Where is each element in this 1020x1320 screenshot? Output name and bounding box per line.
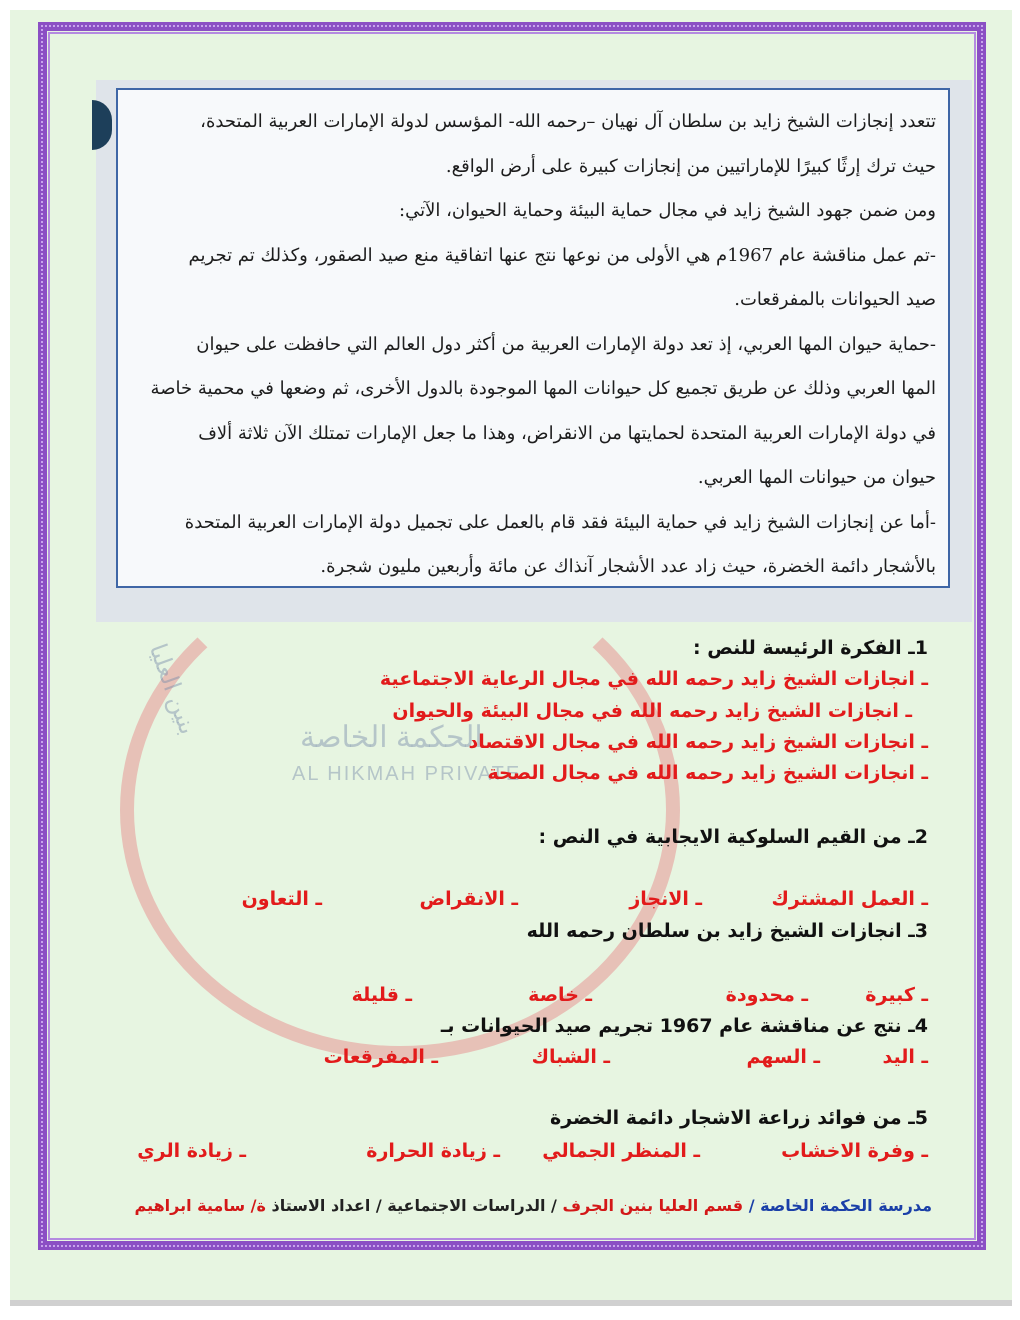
passage-line: حيث ترك إرثًا كبيرًا للإماراتيين من إنجازات كبيرة على أرض الواقع. — [445, 155, 936, 177]
question-2-title: 2ـ من القيم السلوكية الايجابية في النص : — [538, 826, 928, 848]
q3-option-3[interactable]: ـ خاصة — [528, 984, 592, 1006]
footer-author: ة/ سامية ابراهيم — [134, 1196, 266, 1215]
passage-line: ومن ضمن جهود الشيخ زايد في مجال حماية البيئة وحماية الحيوان، الآتي: — [399, 200, 936, 221]
q2-option-2[interactable]: ـ الانجاز — [629, 888, 702, 910]
footer-section: قسم العليا بنين الجرف — [562, 1196, 744, 1215]
q2-option-1[interactable]: ـ العمل المشترك — [771, 888, 928, 910]
q5-option-2[interactable]: ـ المنظر الجمالي — [542, 1140, 700, 1162]
passage-line: في دولة الإمارات العربية المتحدة لحمايتها من الانقراض، وهذا ما جعل الإمارات تمتلك الآن ثلاثة ألاف — [198, 422, 936, 444]
question-3-title: 3ـ انجازات الشيخ زايد بن سلطان رحمه الله — [526, 920, 928, 942]
reading-passage — [116, 88, 950, 588]
footer-school: مدرسة الحكمة الخاصة / — [748, 1196, 932, 1215]
q2-option-3[interactable]: ـ الانقراض — [419, 888, 518, 910]
q4-option-4[interactable]: ـ المفرقعات — [323, 1046, 438, 1068]
passage-line: المها العربي وذلك عن طريق تجميع كل حيوانات المها الموجودة بالدول الأخرى، ثم وضعها في محمية خاصة — [150, 378, 936, 399]
q1-option-4[interactable]: ـ انجازات الشيخ زايد رحمه الله في مجال الصحة — [487, 762, 928, 784]
watermark-english: AL HIKMAH PRIVATE — [292, 763, 522, 785]
watermark-arabic: الحكمة الخاصة — [300, 721, 483, 754]
q1-option-3[interactable]: ـ انجازات الشيخ زايد رحمه الله في مجال الاقتصاد — [468, 731, 928, 753]
passage-line: -تم عمل مناقشة عام 1967م هي الأولى من نوعها نتج عنها اتفاقية منع صيد الصقور، وكذلك تم تجريم — [188, 244, 936, 266]
q5-option-3[interactable]: ـ زيادة الحرارة — [366, 1140, 500, 1162]
passage-line: -حماية حيوان المها العربي، إذ تعد دولة الإمارات العربية من أكثر دول العالم التي حافظت على حيوان — [196, 333, 936, 355]
page-edge — [10, 1300, 1012, 1306]
q3-option-2[interactable]: ـ محدودة — [725, 984, 808, 1006]
q3-option-4[interactable]: ـ قليلة — [351, 984, 412, 1006]
q5-option-1[interactable]: ـ وفرة الاخشاب — [781, 1140, 928, 1162]
passage-line: حيوان من حيوانات المها العربي. — [697, 467, 936, 488]
q1-option-2[interactable]: ـ انجازات الشيخ زايد رحمه الله في مجال البيئة والحيوان — [392, 700, 912, 722]
q2-option-4[interactable]: ـ التعاون — [241, 888, 322, 910]
q1-option-1[interactable]: ـ انجازات الشيخ زايد رحمه الله في مجال الرعاية الاجتماعية — [379, 668, 928, 690]
q3-option-1[interactable]: ـ كبيرة — [865, 984, 928, 1006]
question-5-title: 5ـ من فوائد زراعة الاشجار دائمة الخضرة — [549, 1107, 928, 1129]
q4-option-2[interactable]: ـ السهم — [746, 1046, 820, 1068]
q5-option-4[interactable]: ـ زيادة الري — [137, 1140, 246, 1162]
passage-line: تتعدد إنجازات الشيخ زايد بن سلطان آل نهيان –رحمه الله- المؤسس لدولة الإمارات العربية المتحدة، — [200, 111, 936, 132]
question-1-title: 1ـ الفكرة الرئيسة للنص : — [693, 637, 928, 659]
q4-option-3[interactable]: ـ الشباك — [531, 1046, 610, 1068]
passage-line: صيد الحيوانات بالمفرقعات. — [734, 289, 936, 310]
watermark-side: بنين العليا — [143, 640, 202, 739]
footer-subject: / الدراسات الاجتماعية / اعداد الاستاذ — [271, 1196, 557, 1215]
passage-line: بالأشجار دائمة الخضرة، حيث زاد عدد الأشجار آنذاك عن مائة وأربعين مليون شجرة. — [320, 556, 936, 577]
q4-option-1[interactable]: ـ اليد — [882, 1046, 928, 1068]
passage-line: -أما عن إنجازات الشيخ زايد في حماية البيئة فقد قام بالعمل على تجميل دولة الإمارات العربية المتحدة — [184, 511, 936, 533]
footer-credits — [135, 1196, 933, 1215]
question-4-title: 4ـ نتج عن مناقشة عام 1967 تجريم صيد الحيوانات بـ — [440, 1015, 928, 1037]
